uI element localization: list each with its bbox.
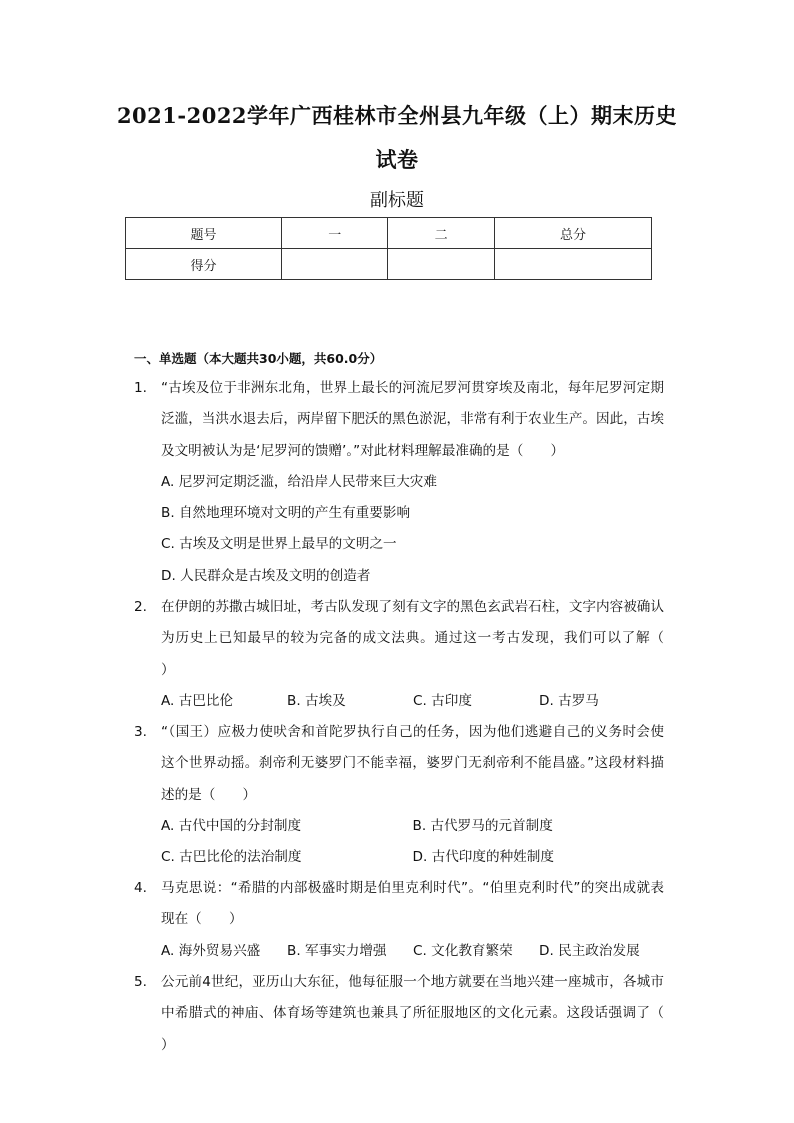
exam-subtitle: 副标题	[370, 190, 424, 211]
question-number: 1.	[134, 380, 147, 396]
question-number: 3.	[134, 724, 147, 740]
option-d: D. 人民群众是古埃及文明的创造者	[161, 567, 371, 584]
option-d: D. 古代印度的种姓制度	[412, 849, 554, 866]
option-c: C. 古巴比伦的法治制度	[161, 849, 302, 866]
score-cell-empty	[494, 249, 651, 280]
exam-title-line1: 2021-2022学年广西桂林市全州县九年级（上）期末历史	[116, 103, 678, 128]
question-text: 在伊朗的苏撒古城旧址，考古队发现了刻有文字的黑色玄武岩石柱，文字内容被确认为历史上已知最早的较为完备的成文法典。通过这一考古发现，我们可以了解（ ）	[161, 599, 692, 678]
score-table-header-row	[126, 218, 652, 249]
question-1	[134, 373, 664, 592]
option-b: B. 自然地理环境对文明的产生有重要影响	[161, 505, 411, 522]
option-b: B. 军事实力增强	[287, 942, 387, 959]
option-a: A. 海外贸易兴盛	[161, 942, 261, 959]
question-text: 马克思说：“希腊的内部极盛时期是伯里克利时代”。“伯里克利时代”的突出成就表现在（ ）	[161, 880, 664, 928]
option-b: B. 古埃及	[287, 692, 346, 709]
score-header-cell: 总分	[494, 218, 651, 249]
score-cell-empty	[282, 249, 388, 280]
option-b: B. 古代罗马的元首制度	[412, 817, 553, 834]
score-table-score-row	[126, 249, 652, 280]
score-row-label: 得分	[126, 249, 282, 280]
score-table	[125, 217, 652, 280]
option-d: D. 民主政治发展	[539, 942, 640, 959]
option-c: C. 古印度	[413, 692, 472, 709]
question-3	[134, 717, 664, 873]
question-options	[161, 936, 664, 967]
option-a: A. 尼罗河定期泛滥，给沿岸人民带来巨大灾难	[161, 473, 437, 490]
option-a: A. 古巴比伦	[161, 692, 234, 709]
question-4	[134, 873, 664, 967]
question-options	[161, 467, 664, 592]
option-c: C. 古埃及文明是世界上最早的文明之一	[161, 536, 397, 553]
option-d: D. 古罗马	[539, 692, 599, 709]
section-heading: 一、单选题（本大题共30小题，共60.0分）	[134, 351, 383, 366]
score-header-cell: 一	[282, 218, 388, 249]
score-header-cell: 题号	[126, 218, 282, 249]
question-number: 2.	[134, 599, 147, 615]
question-text: “（国王）应极力使吠舍和首陀罗执行自己的任务，因为他们逃避自己的义务时会使这个世界动摇。刹帝利无婆罗门不能幸福，婆罗门无刹帝利不能昌盛。”这段材料描述的是（ ）	[161, 724, 664, 803]
question-number: 4.	[134, 880, 147, 896]
question-text: “古埃及位于非洲东北角，世界上最长的河流尼罗河贯穿埃及南北，每年尼罗河定期泛滥，当洪水退去后，两岸留下肥沃的黑色淤泥，非常有利于农业生产。因此，古埃及文明被认为是‘尼罗河的馈赠’。”对此材料理解最准确的是（ ）	[161, 380, 664, 459]
question-5	[134, 967, 692, 1061]
question-number: 5.	[134, 974, 147, 990]
score-cell-empty	[388, 249, 494, 280]
score-header-cell: 二	[388, 218, 494, 249]
question-options	[161, 686, 664, 717]
question-text: 公元前4世纪，亚历山大东征，他每征服一个地方就要在当地兴建一座城市，各城市中希腊式的神庙、体育场等建筑也兼具了所征服地区的文化元素。这段话强调了（ ）	[161, 974, 692, 1053]
exam-title-line2: 试卷	[375, 147, 419, 172]
option-c: C. 文化教育繁荣	[413, 942, 513, 959]
option-a: A. 古代中国的分封制度	[161, 817, 302, 834]
question-2	[134, 592, 692, 717]
question-options	[161, 811, 664, 874]
